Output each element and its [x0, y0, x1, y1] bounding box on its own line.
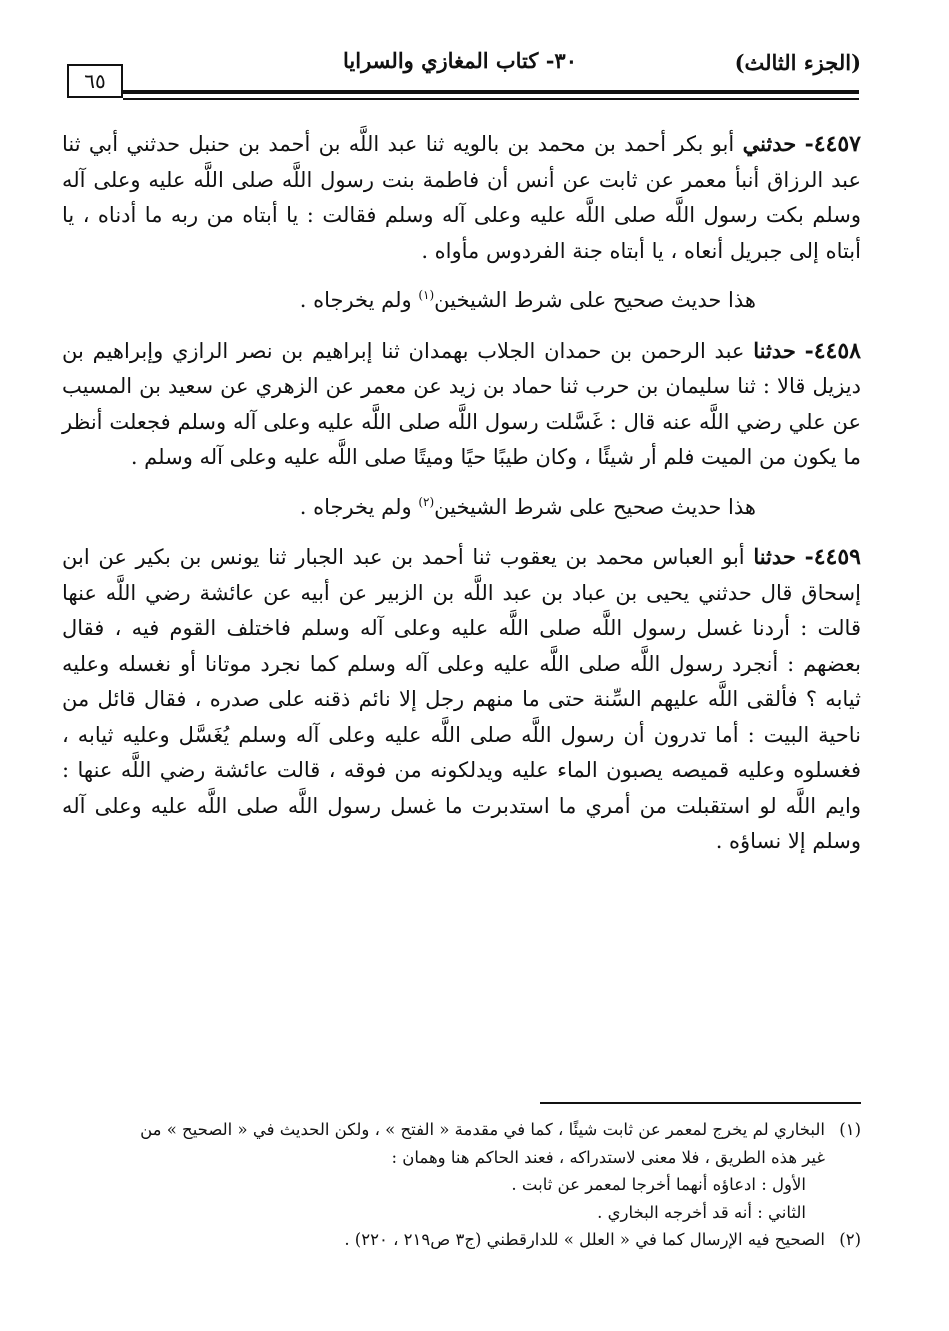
note-text: هذا حديث صحيح على شرط الشيخين — [434, 288, 756, 312]
hadith-4459 — [62, 539, 861, 860]
footnote-1-first-point: الأول : ادعاؤه أنهما أخرجا لمعمر عن ثابت . — [511, 1175, 806, 1194]
hadith-keyword: حدثني — [742, 131, 797, 156]
footnote-2 — [62, 1226, 861, 1254]
footnote-mark: (١) — [839, 1120, 861, 1139]
main-text — [62, 126, 861, 869]
hadith-4458 — [62, 333, 861, 476]
footnote-1 — [62, 1116, 861, 1144]
footnotes — [62, 1116, 861, 1254]
note-text-end: ولم يخرجاه . — [299, 288, 419, 312]
hadith-keyword: حدثنا — [753, 544, 796, 569]
volume-label: (الجزء الثالث) — [734, 50, 861, 75]
hadith-keyword: حدثنا — [753, 337, 796, 363]
footnote-mark: (٢) — [839, 1230, 861, 1249]
header-rule-thin — [123, 98, 859, 100]
footnote-text: الصحيح فيه الإرسال كما في « العلل » للدارقطني (ج٣ ص٢١٩ ، ٢٢٠) . — [344, 1230, 825, 1249]
footnote-text: البخاري لم يخرج لمعمر عن ثابت شيئًا ، كما في مقدمة « الفتح » ، ولكن الحديث في « الصحيح » من — [140, 1120, 825, 1139]
note-text-end: ولم يخرجاه . — [299, 494, 419, 519]
header-rule — [123, 90, 859, 94]
hadith-4457 — [62, 126, 861, 269]
footnote-separator — [540, 1102, 861, 1104]
chapter-title: ٣٠- كتاب المغازي والسرايا — [343, 48, 577, 73]
hadith-text: أبو بكر أحمد بن محمد بن بالويه ثنا عبد اللَّه بن أحمد بن حنبل حدثني أبي ثنا عبد الرزاق أنبأ معمر عن ثابت عن أنس أن فاطمة بنت رسول اللَّه صلى اللَّه عليه وعلى آله وسلم بكت رسول اللَّه صلى اللَّه عليه وعلى آله وسلم فقالت : يا أبتاه من ربه ما أدناه ، يا أبتاه إلى جبريل أنعاه ، يا أبتاه جنة الفردوس مأواه . — [62, 132, 861, 263]
footnote-1-second-point: الثاني : أنه قد أخرجه البخاري . — [597, 1202, 806, 1222]
hadith-number: ٤٤٥٨- — [804, 337, 861, 364]
hadith-number: ٤٤٥٧- — [804, 131, 861, 157]
footnote-ref-1[interactable]: (١) — [418, 288, 435, 302]
hadith-number: ٤٤٥٩- — [804, 544, 861, 570]
note-text: هذا حديث صحيح على شرط الشيخين — [434, 494, 756, 519]
authentication-note-1 — [62, 278, 861, 319]
footnote-1-continuation: غير هذه الطريق ، فلا معنى لاستدراكه ، فعند الحاكم هنا وهمان : — [391, 1147, 825, 1167]
footnote-ref-2[interactable]: (٢) — [418, 494, 435, 509]
hadith-text: عبد الرحمن بن حمدان الجلاب بهمدان ثنا إبراهيم بن نصر الرازي وإبراهيم بن ديزيل قالا : ثنا سليمان بن حرب ثنا حماد بن زيد عن معمر عن الزهري عن سعيد بن المسيب عن علي رضي اللَّه عنه قال : غَسَّلت رسول اللَّه صلى اللَّه عليه وعلى آله وسلم فجعلت أنظر ما يكون من الميت فلم أر شيئًا ، وكان طيبًا حيًا وميتًا صلى اللَّه عليه وعلى آله وسلم . — [62, 338, 861, 469]
hadith-text: أبو العباس محمد بن يعقوب ثنا أحمد بن عبد الجبار ثنا يونس بن بكير عن ابن إسحاق قال حدثني يحيى بن عباد بن عبد اللَّه بن الزبير عن أبيه عن عائشة رضي اللَّه عنها قالت : أردنا غسل رسول اللَّه صلى اللَّه عليه وعلى آله وسلم فاختلف القوم فيه ، فقال بعضهم : أنجرد رسول اللَّه صلى اللَّه عليه وعلى آله وسلم كما نجرد موتانا أو نغسله وعليه ثيابه ؟ فألقى اللَّه عليهم السِّنة حتى ما منهم رجل إلا نائم ذقنه على صدره ، فقال قائل من ناحية البيت : أما تدرون أن رسول اللَّه صلى اللَّه عليه وعلى آله وسلم يُغَسَّل وعليه ثيابه ، فغسلوه وعليه قميصه يصبون الماء عليه ويدلكونه من فوقه ، قالت عائشة رضي اللَّه عنها : وايم اللَّه لو استقبلت من أمري ما استدبرت ما غسل رسول اللَّه صلى اللَّه عليه وعلى آله وسلم إلا نساؤه . — [62, 545, 861, 853]
authentication-note-2 — [62, 485, 861, 526]
page-number: ٦٥ — [67, 64, 123, 98]
